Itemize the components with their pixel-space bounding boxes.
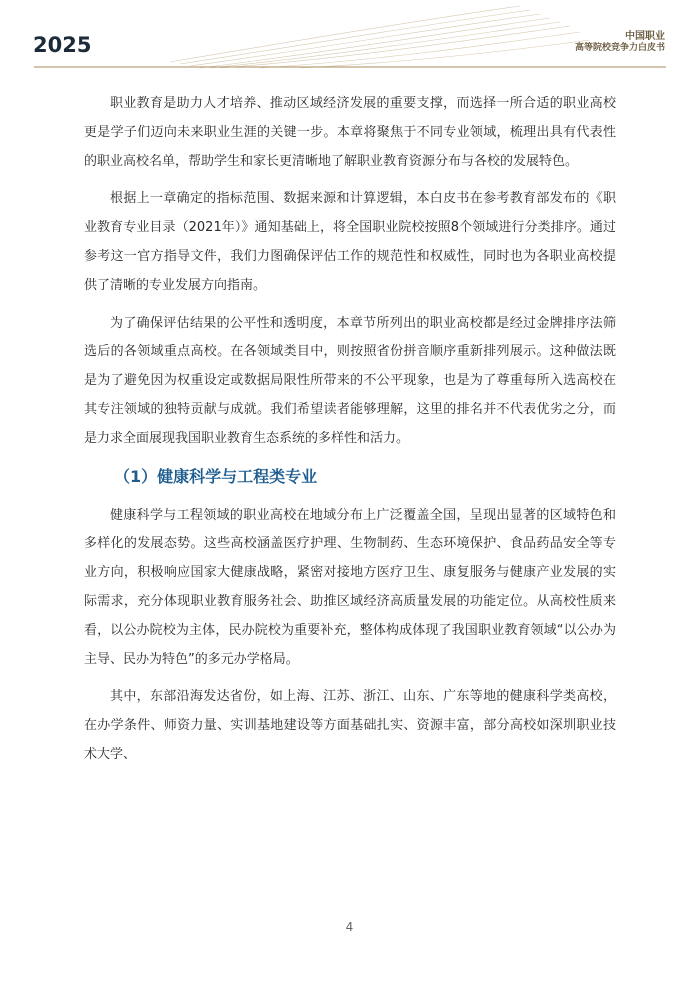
section-heading: （1）健康科学与工程类专业	[114, 466, 318, 486]
report-year: 2025	[33, 33, 92, 57]
paragraph-intro-2: 根据上一章确定的指标范围、数据来源和计算逻辑，本白皮书在参考教育部发布的《职业教育专业目录（2021年）》通知基础上，将全国职业院校按照8个领域进行分类排序。通过参考这一官方指导文件，我们力图确保评估工作的规范性和权威性，同时也为各职业高校提供了清晰的专业发展方向指南。	[84, 191, 616, 293]
paragraph-section-2: 其中，东部沿海发达省份，如上海、江苏、浙江、山东、广东等地的健康科学类高校，在办学条件、师资力量、实训基地建设等方面基础扎实、资源丰富，部分高校如深圳职业技术大学、	[84, 689, 616, 762]
paragraph-section-1: 健康科学与工程领域的职业高校在地域分布上广泛覆盖全国，呈现出显著的区域特色和多样化的发展态势。这些高校涵盖医疗护理、生物制药、生态环境保护、食品药品安全等专业方向，积极响应国家大健康战略，紧密对接地方医疗卫生、康复服务与健康产业发展的实际需求，充分体现职业教育服务社会、助推区域经济高质量发展的功能定位。从高校性质来看，以公办院校为主体，民办院校为重要补充，整体构成体现了我国职业教育领域“以公办为主导、民办为特色”的多元办学格局。	[84, 507, 616, 667]
brand-line-1: 中国职业	[625, 31, 665, 42]
body-text	[84, 90, 616, 779]
paragraph-intro-1: 职业教育是助力人才培养、推动区域经济发展的重要支撑，而选择一所合适的职业高校更是学子们迈向未来职业生涯的关键一步。本章将聚焦于不同专业领域，梳理出具有代表性的职业高校名单，帮助学生和家长更清晰地了解职业教育资源分布与各校的发展特色。	[84, 96, 616, 169]
report-brand	[575, 31, 665, 54]
page-header	[0, 0, 699, 80]
page-number: 4	[345, 920, 354, 934]
paragraph-intro-3: 为了确保评估结果的公平性和透明度，本章节所列出的职业高校都是经过金牌排序法筛选后的各领域重点高校。在各领域类目中，则按照省份拼音顺序重新排列展示。这种做法既是为了避免因为权重设定或数据局限性所带来的不公平现象，也是为了尊重每所入选高校在其专注领域的独特贡献与成就。我们希望读者能够理解，这里的排名并不代表优劣之分，而是力求全面展现我国职业教育生态系统的多样性和活力。	[84, 315, 616, 446]
brand-line-2: 高等院校竞争力白皮书	[574, 43, 665, 53]
